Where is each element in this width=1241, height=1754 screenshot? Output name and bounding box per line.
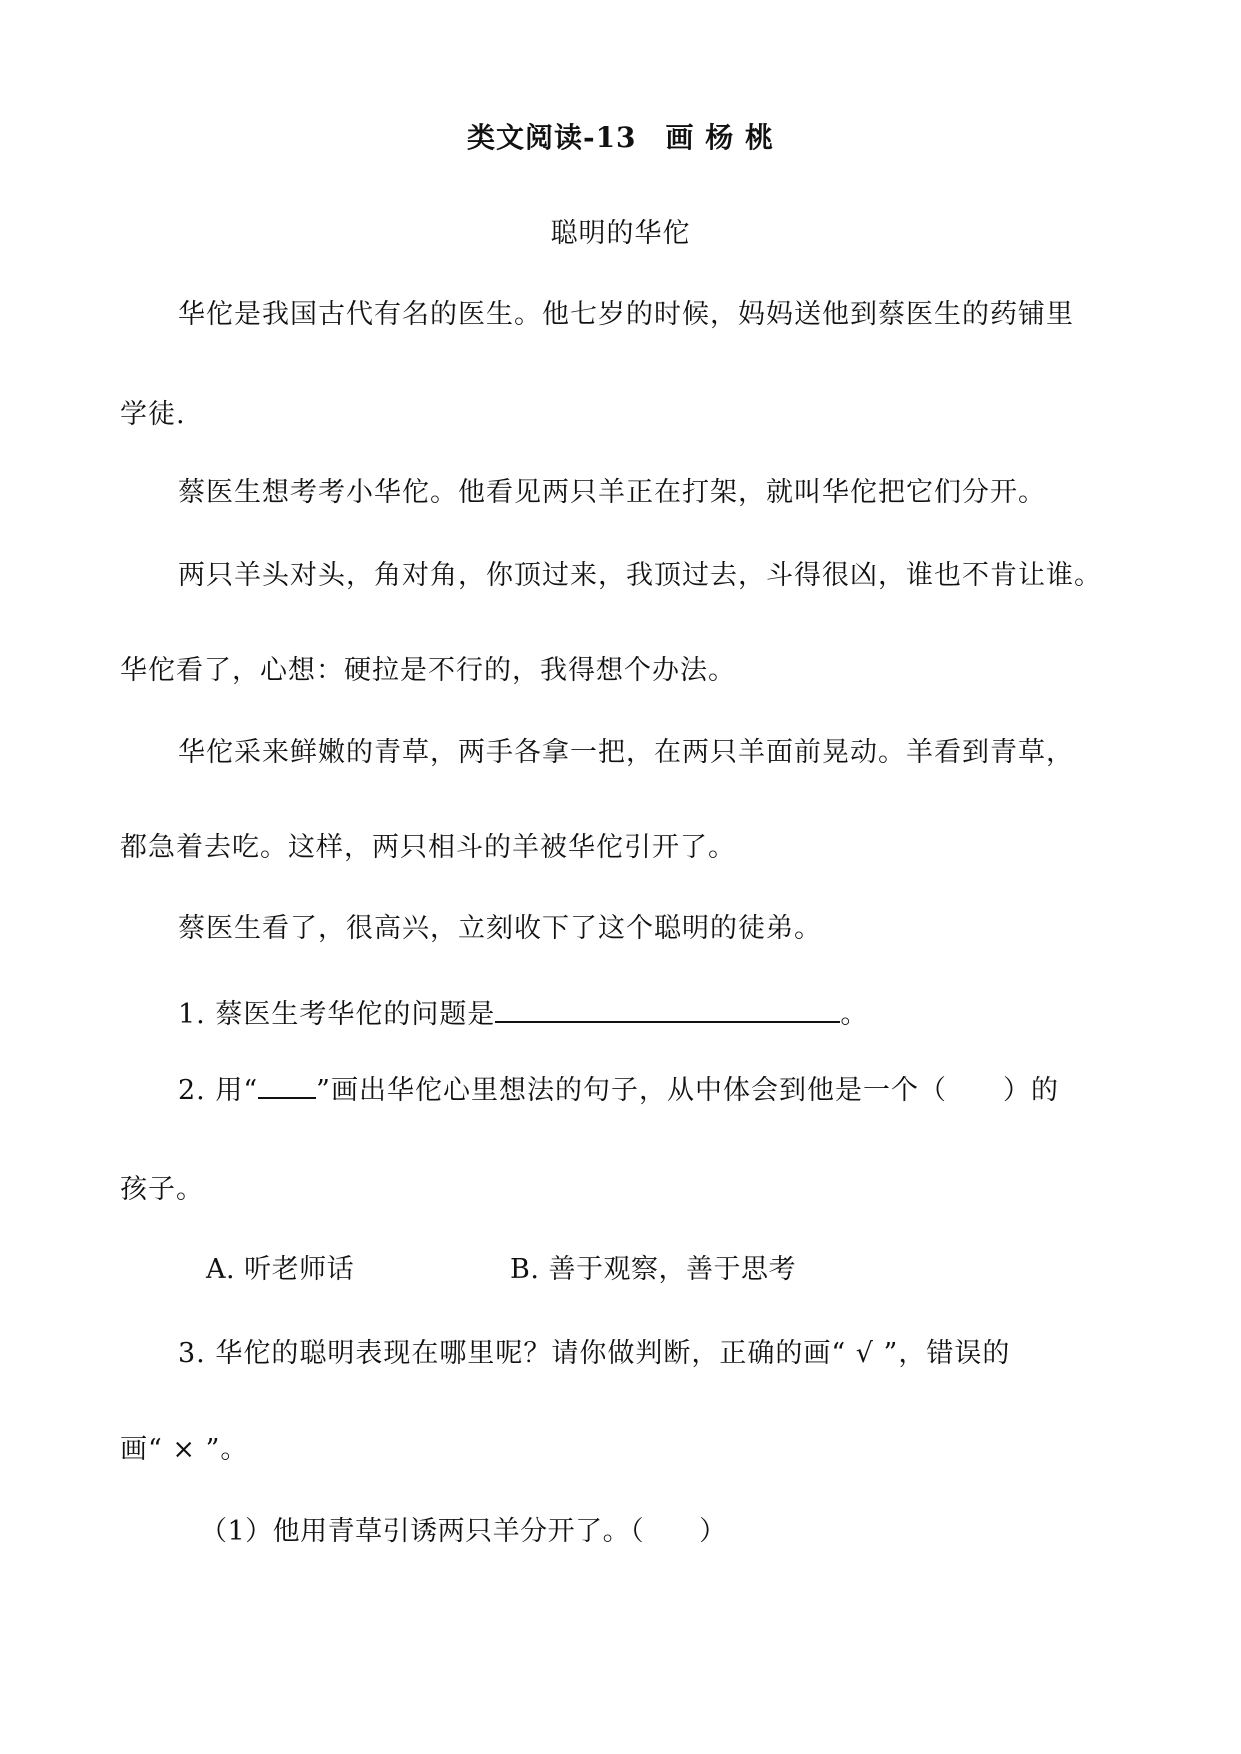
paragraph-1-line-1: 华佗是我国古代有名的医生。他七岁的时候，妈妈送他到蔡医生的药铺里 <box>178 299 1074 330</box>
question-3-line-2: 画“ × ”。 <box>120 1434 249 1465</box>
question-2-text-start: 2. 用“ <box>178 1075 259 1106</box>
question-2-text-end: ”画出华佗心里想法的句子，从中体会到他是一个（ ）的 <box>316 1075 1059 1106</box>
option-b: B. 善于观察，善于思考 <box>510 1254 797 1285</box>
paragraph-1-line-2: 学徒. <box>120 399 186 430</box>
paragraph-3-line-1: 两只羊头对头，角对角，你顶过来，我顶过去，斗得很凶，谁也不肯让谁。 <box>178 560 1102 591</box>
paragraph-2: 蔡医生想考考小华佗。他看见两只羊正在打架，就叫华佗把它们分开。 <box>178 477 1046 508</box>
question-1 <box>178 995 868 1033</box>
page-title: 类文阅读-13 画 杨 桃 <box>466 121 775 154</box>
question-1-end: 。 <box>840 999 869 1030</box>
question-3-item-1: （1）他用青草引诱两只羊分开了。（ ） <box>200 1516 727 1547</box>
question-2-line-2: 孩子。 <box>120 1174 204 1205</box>
paragraph-3-line-2: 华佗看了，心想：硬拉是不行的，我得想个办法。 <box>120 655 736 686</box>
paragraph-4-line-1: 华佗采来鲜嫩的青草，两手各拿一把，在两只羊面前晃动。羊看到青草， <box>178 737 1074 768</box>
question-3-line-1: 3. 华佗的聪明表现在哪里呢？请你做判断，正确的画“ √ ”，错误的 <box>178 1338 1011 1369</box>
answer-blank-line[interactable] <box>495 995 840 1023</box>
paragraph-4-line-2: 都急着去吃。这样，两只相斗的羊被华佗引开了。 <box>120 832 736 863</box>
underline-sample <box>258 1073 316 1099</box>
question-2 <box>178 1073 1059 1109</box>
option-a: A. 听老师话 <box>206 1254 355 1285</box>
paragraph-5: 蔡医生看了，很高兴，立刻收下了这个聪明的徒弟。 <box>178 913 822 944</box>
passage-title: 聪明的华佗 <box>550 218 691 249</box>
question-1-text: 1. 蔡医生考华佗的问题是 <box>178 999 496 1030</box>
